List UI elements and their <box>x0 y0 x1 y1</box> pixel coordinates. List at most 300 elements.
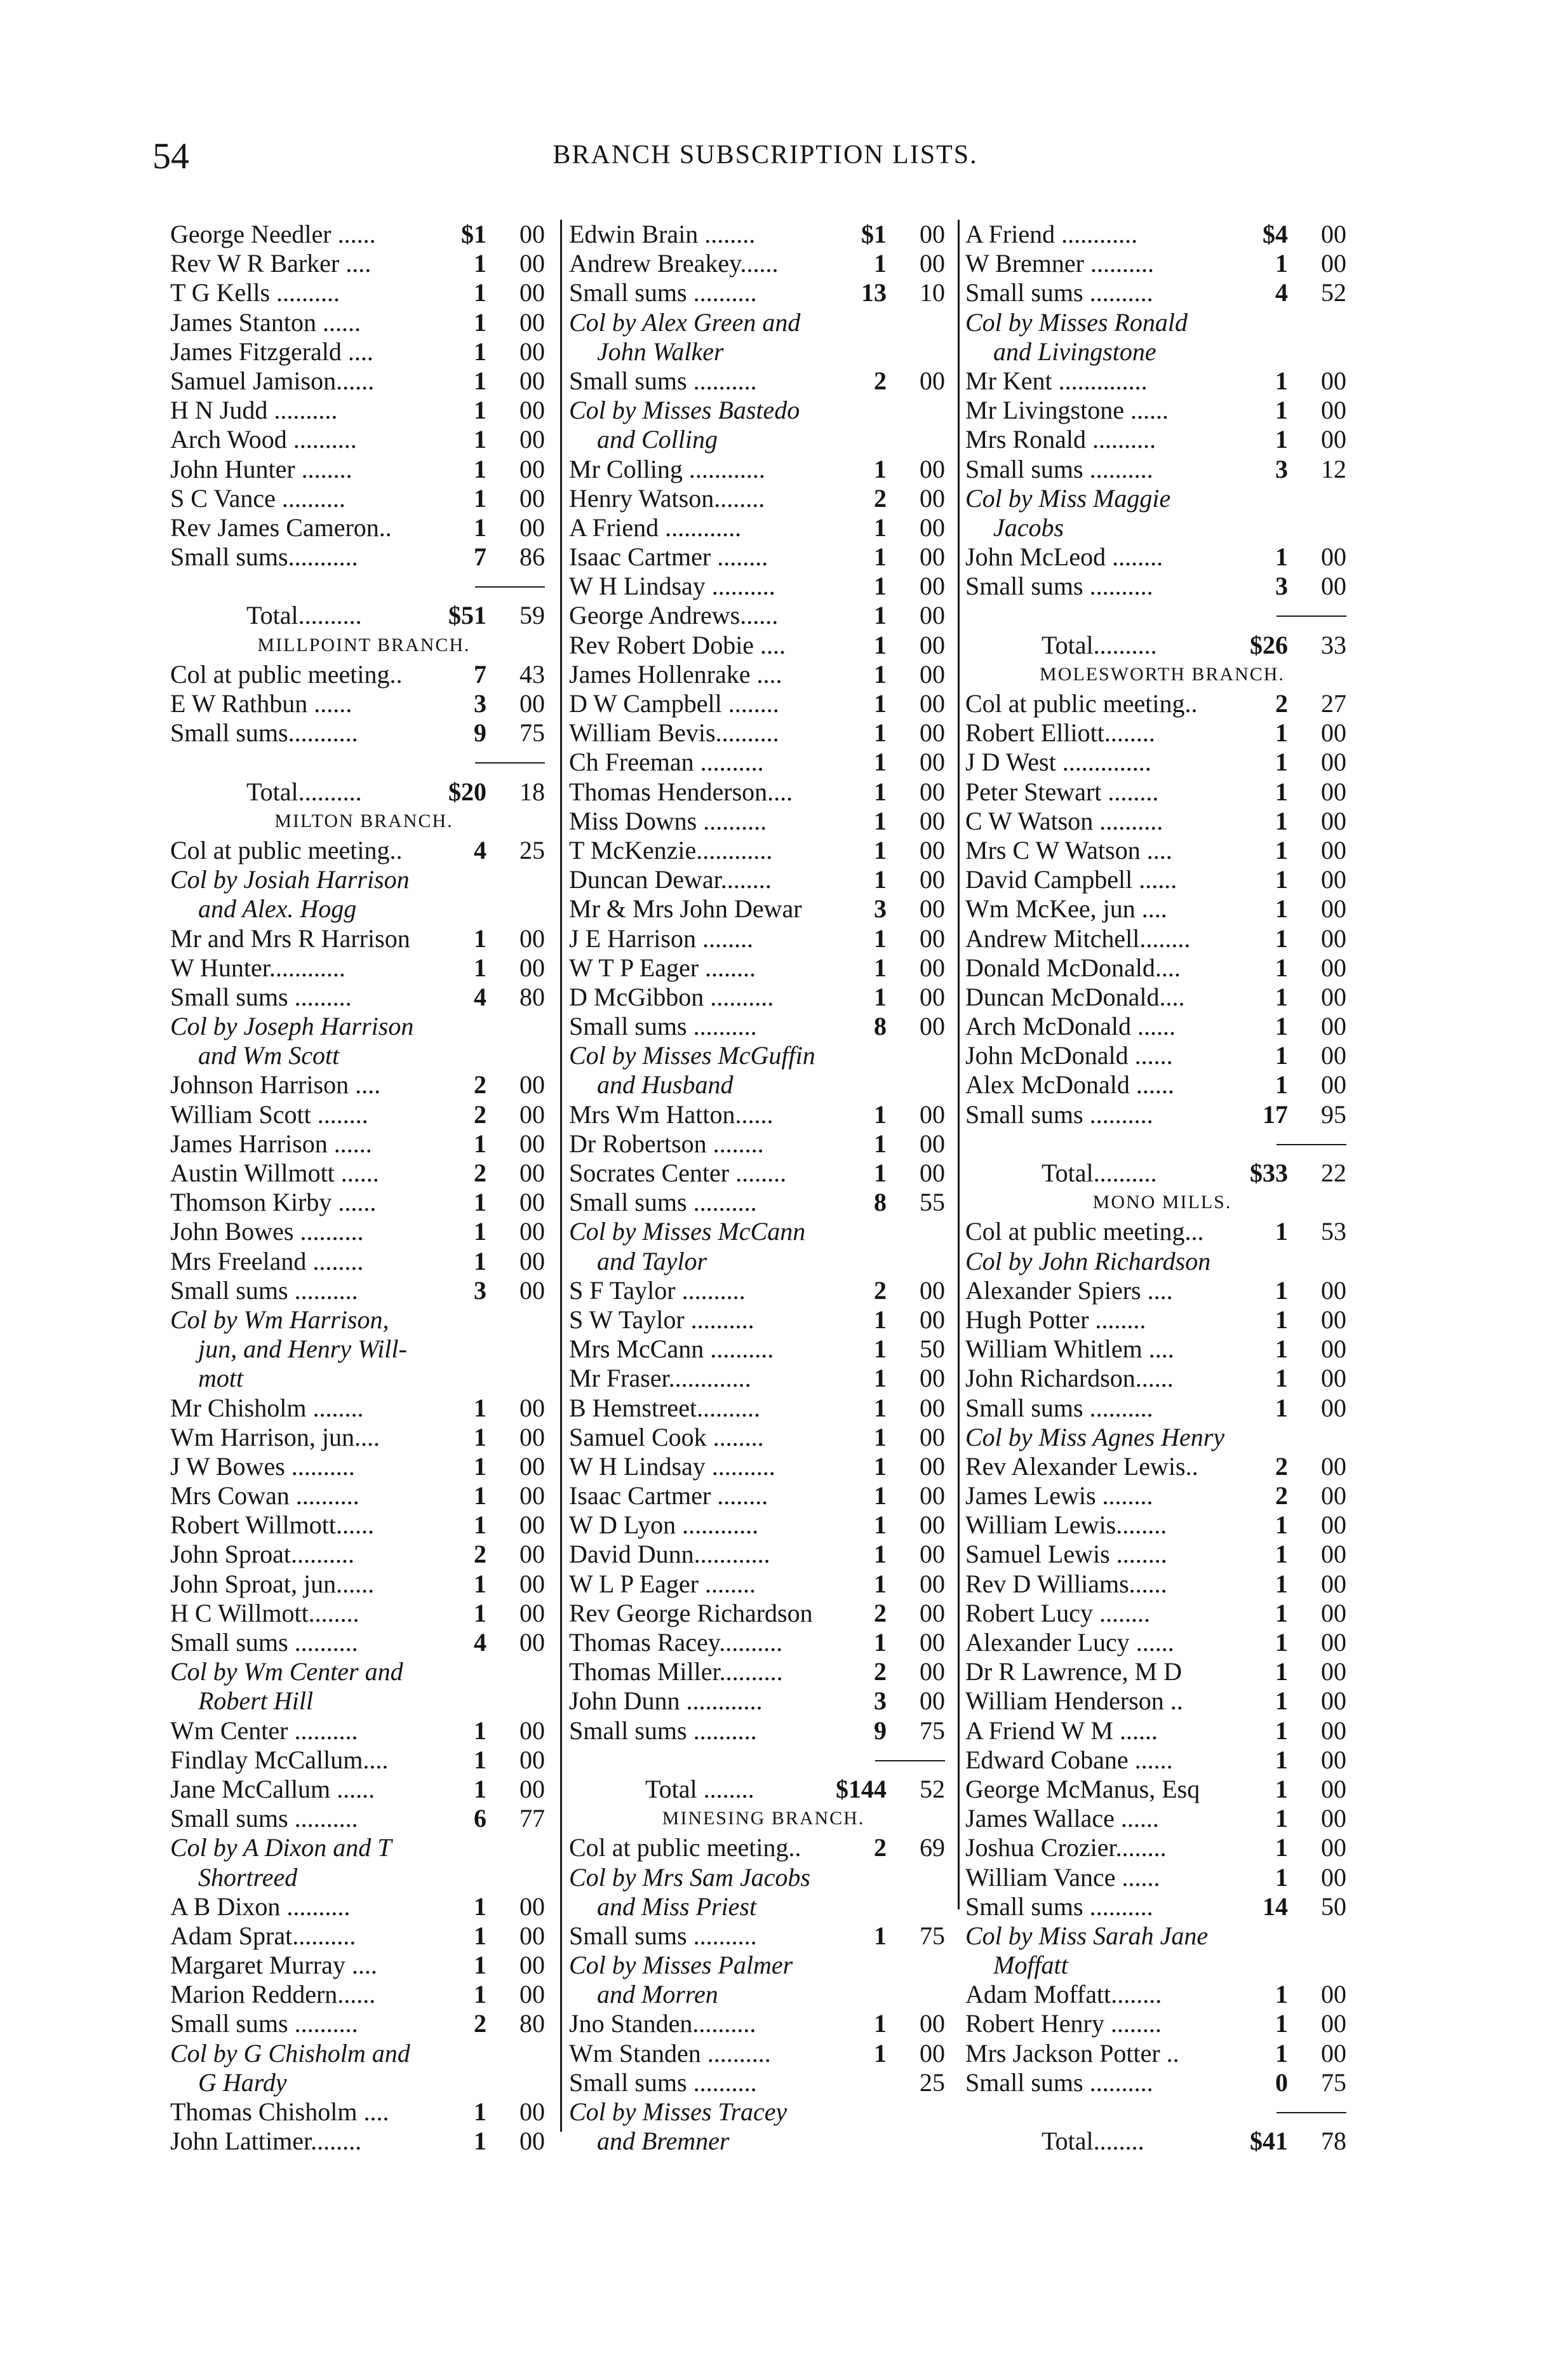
amount-cents: 10 <box>920 278 945 307</box>
collector-note <box>965 1247 1359 1276</box>
entry-name: Dr Robertson ........ <box>569 1129 764 1158</box>
amount-cents: 00 <box>519 924 545 953</box>
subscriber-row <box>965 2009 1359 2038</box>
entry-name: E W Rathbun ...... <box>170 689 352 718</box>
subscriber-row <box>965 542 1359 572</box>
subscriber-row <box>965 1570 1359 1599</box>
amount-cents: 00 <box>920 601 945 630</box>
entry-name: Col by Miss Maggie <box>965 483 1171 513</box>
entry-name: Col by Josiah Harrison <box>170 865 410 894</box>
entry-name: MONO MILLS. <box>1092 1192 1232 1213</box>
branch-heading <box>965 1188 1359 1217</box>
amount-dollars: 1 <box>1275 1833 1288 1862</box>
amount-dollars: 2 <box>474 1540 486 1569</box>
amount-dollars: 1 <box>474 1921 486 1950</box>
subscriber-row <box>569 1540 958 1569</box>
entry-name: Small sums .......... <box>569 1921 757 1950</box>
entry-name: Duncan Dewar........ <box>569 865 772 894</box>
amount-dollars: 1 <box>1275 1364 1288 1393</box>
entry-name: Col by Miss Agnes Henry <box>965 1422 1225 1451</box>
amount-dollars: 1 <box>874 659 887 689</box>
amount-cents: 00 <box>1321 1598 1346 1627</box>
entry-name: Small sums........... <box>170 718 358 748</box>
entry-name: Rev James Cameron.. <box>170 513 392 542</box>
entry-name: Col by Mrs Sam Jacobs <box>569 1862 810 1892</box>
amount-cents: 00 <box>519 1070 545 1100</box>
entry-name: and Wm Scott <box>198 1041 340 1070</box>
amount-cents: 00 <box>519 2127 545 2156</box>
amount-cents: 00 <box>920 1451 945 1481</box>
rule-line <box>1277 2112 1346 2113</box>
amount-cents: 00 <box>920 777 945 806</box>
total-row <box>170 777 558 807</box>
subscriber-row <box>170 1159 558 1188</box>
amount-cents: 00 <box>519 1745 545 1774</box>
amount-cents: 00 <box>1321 777 1346 806</box>
total-rule <box>170 748 558 777</box>
amount-cents: 00 <box>519 396 545 425</box>
entry-name: S W Taylor .......... <box>569 1305 754 1334</box>
collector-note <box>170 1863 558 1892</box>
subscriber-row <box>569 1129 958 1159</box>
amount-cents: 00 <box>920 865 945 894</box>
entry-name: Mrs Ronald .......... <box>965 425 1156 454</box>
subscriber-row <box>569 1100 958 1129</box>
amount-cents: 00 <box>519 1422 545 1451</box>
amount-dollars: 1 <box>1275 542 1288 572</box>
entry-name: Wm Center .......... <box>170 1716 358 1745</box>
amount-dollars: 2 <box>874 483 887 513</box>
branch-heading <box>965 660 1359 689</box>
amount-cents: 00 <box>519 1510 545 1540</box>
entry-name: Col by Wm Center and <box>170 1657 403 1686</box>
amount-cents: 00 <box>519 513 545 542</box>
entry-name: Wm Standen .......... <box>569 2038 771 2068</box>
entry-name: Total.......... <box>1042 1159 1157 1187</box>
amount-cents: 00 <box>519 1774 545 1803</box>
amount-cents: 00 <box>920 542 945 572</box>
subscriber-row <box>170 1217 558 1246</box>
entry-name: Small sums .......... <box>965 1892 1153 1921</box>
entry-name: Small sums .......... <box>569 1012 757 1041</box>
subscriber-row <box>170 689 558 718</box>
entry-name: Arch McDonald ...... <box>965 1012 1176 1041</box>
amount-dollars: 1 <box>474 1774 486 1803</box>
subscriber-row <box>965 1510 1359 1540</box>
amount-dollars: 1 <box>1275 1628 1288 1657</box>
subscriber-row <box>569 1570 958 1599</box>
entry-name: B Hemstreet.......... <box>569 1393 761 1422</box>
subscriber-row <box>170 513 558 542</box>
amount-dollars: 4 <box>1275 278 1288 307</box>
entry-name: Small sums .......... <box>170 1804 358 1833</box>
subscriber-row <box>569 983 958 1012</box>
entry-name: J W Bowes .......... <box>170 1451 355 1481</box>
subscriber-row <box>170 1070 558 1100</box>
amount-cents: 00 <box>920 1657 945 1686</box>
entry-name: William Scott ........ <box>170 1100 368 1129</box>
subscriber-row <box>569 894 958 924</box>
amount-dollars: 1 <box>874 1159 887 1187</box>
subscriber-row <box>965 894 1359 924</box>
entry-name: Col by Misses Tracey <box>569 2097 787 2126</box>
amount-cents: 75 <box>1321 2068 1346 2097</box>
subscriber-row <box>965 1804 1359 1833</box>
subscriber-row <box>170 220 558 249</box>
entry-name: and Husband <box>597 1070 734 1100</box>
entry-name: mott <box>198 1364 244 1393</box>
collector-note <box>569 1951 958 1980</box>
amount-dollars: 1 <box>874 249 887 278</box>
entry-name: Thomas Racey.......... <box>569 1628 783 1657</box>
collector-note <box>569 1217 958 1246</box>
amount-dollars: 3 <box>1275 454 1288 483</box>
subscriber-row <box>170 484 558 513</box>
entry-name: Shortreed <box>198 1862 298 1892</box>
subscriber-row <box>965 1775 1359 1804</box>
subscriber-row <box>569 1481 958 1510</box>
amount-dollars: 1 <box>874 601 887 630</box>
subscriber-row <box>965 718 1359 748</box>
amount-dollars: 1 <box>874 924 887 953</box>
amount-cents: 00 <box>1321 1510 1346 1540</box>
subscriber-row <box>569 1012 958 1041</box>
collector-note <box>569 308 958 337</box>
amount-dollars: 1 <box>1275 1510 1288 1540</box>
subscriber-row <box>569 777 958 807</box>
amount-dollars: 1 <box>874 953 887 982</box>
subscriber-row <box>569 807 958 836</box>
subscriber-row <box>965 1276 1359 1305</box>
entry-name: Small sums .......... <box>569 278 757 307</box>
entry-name: Duncan McDonald.... <box>965 982 1185 1011</box>
entry-name: Andrew Breakey...... <box>569 249 779 278</box>
amount-cents: 00 <box>1321 1628 1346 1657</box>
amount-cents: 00 <box>920 806 945 835</box>
amount-dollars: 1 <box>1275 1393 1288 1422</box>
entry-name: Adam Sprat.......... <box>170 1921 356 1950</box>
subscriber-row <box>170 1540 558 1569</box>
subscriber-row <box>965 1628 1359 1657</box>
amount-cents: 00 <box>519 1188 545 1217</box>
entry-name: and Bremner <box>597 2127 730 2156</box>
amount-dollars: 1 <box>474 1598 486 1627</box>
subscriber-row <box>569 2039 958 2068</box>
subscriber-row <box>965 1892 1359 1921</box>
amount-cents: 00 <box>920 1129 945 1158</box>
amount-cents: 00 <box>519 1481 545 1510</box>
entry-name: Mrs Cowan .......... <box>170 1481 359 1510</box>
collector-note <box>170 1041 558 1070</box>
amount-dollars: 2 <box>474 1159 486 1187</box>
entry-name: Alexander Lucy ...... <box>965 1628 1174 1657</box>
total-rule <box>965 601 1359 630</box>
entry-name: Peter Stewart ........ <box>965 777 1159 806</box>
entry-name: and Colling <box>597 425 718 454</box>
amount-cents: 00 <box>1321 249 1346 278</box>
amount-dollars: 1 <box>1275 1598 1288 1627</box>
amount-dollars: 1 <box>1275 1305 1288 1334</box>
amount-dollars: 1 <box>1275 924 1288 953</box>
amount-cents: 00 <box>920 366 945 395</box>
entry-name: Wm Harrison, jun.... <box>170 1422 380 1451</box>
collector-note <box>569 2097 958 2127</box>
entry-name: Socrates Center ........ <box>569 1159 787 1187</box>
subscriber-row <box>965 1452 1359 1481</box>
entry-name: G Hardy <box>198 2068 287 2097</box>
amount-dollars: 1 <box>874 689 887 718</box>
entry-name: Small sums........... <box>170 542 358 572</box>
amount-cents: 55 <box>920 1188 945 1217</box>
entry-name: William Lewis........ <box>965 1510 1167 1540</box>
amount-cents: 00 <box>920 1159 945 1187</box>
amount-dollars: 1 <box>874 1628 887 1657</box>
entry-name: Robert Lucy ........ <box>965 1598 1151 1627</box>
subscriber-row <box>170 924 558 953</box>
amount-cents: 00 <box>1321 1980 1346 2009</box>
amount-dollars: 1 <box>474 366 486 395</box>
amount-cents: 00 <box>1321 396 1346 425</box>
amount-cents: 00 <box>1321 1862 1346 1892</box>
subscriber-row <box>170 953 558 983</box>
subscriber-row <box>170 1775 558 1804</box>
amount-dollars: 2 <box>1275 689 1288 718</box>
subscriber-row <box>965 249 1359 278</box>
amount-dollars: $144 <box>836 1774 887 1803</box>
collector-note <box>569 1070 958 1100</box>
subscriber-row <box>569 249 958 278</box>
entry-name: W L P Eager ........ <box>569 1569 756 1598</box>
entry-name: John Lattimer........ <box>170 2127 362 2156</box>
entry-name: Col by Joseph Harrison <box>170 1012 414 1041</box>
subscriber-row <box>170 1423 558 1452</box>
subscriber-row <box>569 484 958 513</box>
rule-line <box>1277 616 1346 617</box>
amount-cents: 27 <box>1321 689 1346 718</box>
entry-name: Total.......... <box>246 777 362 806</box>
amount-cents: 00 <box>920 924 945 953</box>
amount-dollars: 1 <box>474 278 486 307</box>
amount-dollars: 1 <box>474 425 486 454</box>
entry-name: Hugh Potter ........ <box>965 1305 1146 1334</box>
entry-name: Small sums ......... <box>170 982 352 1011</box>
amount-dollars: 1 <box>874 542 887 572</box>
amount-dollars: 14 <box>1263 1892 1288 1921</box>
amount-dollars: 1 <box>474 396 486 425</box>
amount-dollars: 1 <box>1275 718 1288 748</box>
subscriber-row <box>965 807 1359 836</box>
entry-name: Col by Wm Harrison, <box>170 1305 389 1334</box>
subscriber-row <box>170 425 558 454</box>
amount-cents: 00 <box>920 572 945 601</box>
amount-cents: 00 <box>920 1510 945 1540</box>
total-rule <box>965 2097 1359 2127</box>
amount-cents: 12 <box>1321 454 1346 483</box>
entry-name: Col by Misses McCann <box>569 1217 806 1246</box>
amount-dollars: 1 <box>474 513 486 542</box>
subscriber-row <box>569 278 958 307</box>
amount-cents: 00 <box>1321 953 1346 982</box>
amount-cents: 00 <box>920 1628 945 1657</box>
amount-dollars: 17 <box>1263 1100 1288 1129</box>
amount-dollars: 1 <box>1275 366 1288 395</box>
amount-cents: 00 <box>1321 220 1346 248</box>
entry-name: Mr Chisholm ........ <box>170 1393 364 1422</box>
amount-cents: 00 <box>1321 865 1346 894</box>
amount-dollars: 1 <box>874 806 887 835</box>
amount-dollars: 2 <box>1275 1481 1288 1510</box>
subscriber-row <box>965 455 1359 484</box>
entry-name: Robert Henry ........ <box>965 2009 1162 2038</box>
amount-dollars: 1 <box>874 1305 887 1334</box>
collector-note <box>569 1247 958 1276</box>
subscriber-row <box>965 1070 1359 1100</box>
entry-name: Rev George Richardson <box>569 1598 813 1627</box>
entry-name: Col by Misses McGuffin <box>569 1041 815 1070</box>
subscriber-row <box>170 1980 558 2009</box>
amount-cents: 00 <box>1321 1569 1346 1598</box>
subscriber-row <box>569 1833 958 1862</box>
collector-note <box>569 1041 958 1070</box>
subscriber-row <box>170 2009 558 2038</box>
amount-dollars: 1 <box>874 513 887 542</box>
subscriber-row <box>965 1481 1359 1510</box>
entry-name: Col at public meeting.. <box>170 835 403 864</box>
amount-cents: 18 <box>519 777 545 806</box>
amount-cents: 00 <box>519 425 545 454</box>
subscription-column-1 <box>170 220 558 2156</box>
collector-note <box>965 513 1359 542</box>
subscriber-row <box>965 1599 1359 1628</box>
total-row <box>965 2127 1359 2156</box>
amount-cents: 00 <box>920 1305 945 1334</box>
amount-dollars: 1 <box>1275 2038 1288 2068</box>
amount-dollars: 1 <box>874 1481 887 1510</box>
subscriber-row <box>965 572 1359 601</box>
subscriber-row <box>965 1980 1359 2009</box>
amount-dollars: 1 <box>1275 806 1288 835</box>
entry-name: William Bevis.......... <box>569 718 779 748</box>
amount-dollars: 1 <box>1275 894 1288 924</box>
amount-cents: 75 <box>920 1716 945 1745</box>
total-row <box>170 601 558 630</box>
amount-cents: 00 <box>1321 2038 1346 2068</box>
amount-cents: 00 <box>1321 806 1346 835</box>
subscriber-row <box>170 542 558 572</box>
amount-dollars: 1 <box>1275 1804 1288 1833</box>
entry-name: Small sums .......... <box>965 1393 1153 1422</box>
entry-name: MILTON BRANCH. <box>274 810 453 831</box>
entry-name: Mrs McCann .......... <box>569 1335 774 1364</box>
entry-name: Small sums .......... <box>965 454 1153 483</box>
amount-cents: 00 <box>519 1393 545 1422</box>
amount-cents: 69 <box>920 1833 945 1862</box>
rule-line <box>475 762 545 764</box>
subscriber-row <box>170 337 558 367</box>
amount-dollars: 4 <box>474 1628 486 1657</box>
entry-name: W T P Eager ........ <box>569 953 756 982</box>
amount-cents: 33 <box>1321 630 1346 659</box>
subscriber-row <box>170 278 558 307</box>
subscriber-row <box>170 1951 558 1980</box>
amount-dollars: 1 <box>874 1422 887 1451</box>
subscriber-row <box>965 1041 1359 1070</box>
collector-note <box>569 337 958 367</box>
collector-note <box>965 308 1359 337</box>
subscriber-row <box>569 836 958 865</box>
collector-note <box>170 1833 558 1862</box>
amount-dollars: 1 <box>474 1892 486 1921</box>
subscriber-row <box>170 1804 558 1833</box>
subscriber-row <box>569 2068 958 2097</box>
amount-cents: 00 <box>1321 894 1346 924</box>
subscriber-row <box>569 865 958 894</box>
entry-name: H N Judd .......... <box>170 396 338 425</box>
subscriber-row <box>569 1921 958 1951</box>
amount-cents: 00 <box>519 689 545 718</box>
entry-name: Col by Misses Ronald <box>965 307 1188 337</box>
amount-dollars: 1 <box>474 483 486 513</box>
subscriber-row <box>965 983 1359 1012</box>
entry-name: John McDonald ...... <box>965 1041 1173 1070</box>
amount-dollars: 3 <box>874 1686 887 1716</box>
amount-dollars: 4 <box>474 982 486 1011</box>
amount-cents: 00 <box>1321 1481 1346 1510</box>
subscriber-row <box>170 1599 558 1628</box>
amount-cents: 00 <box>1321 1540 1346 1569</box>
entry-name: Mr Livingstone ...... <box>965 396 1169 425</box>
amount-cents: 00 <box>1321 982 1346 1011</box>
amount-dollars: 1 <box>1275 2009 1288 2038</box>
entry-name: Miss Downs .......... <box>569 806 767 835</box>
amount-dollars: 1 <box>874 748 887 777</box>
amount-cents: 75 <box>920 1921 945 1950</box>
amount-dollars: 1 <box>474 2097 486 2126</box>
subscriber-row <box>170 983 558 1012</box>
subscriber-row <box>569 1335 958 1364</box>
entry-name: James Wallace ...... <box>965 1804 1159 1833</box>
collector-note <box>569 425 958 454</box>
subscriber-row <box>569 1599 958 1628</box>
amount-cents: 43 <box>519 659 545 689</box>
entry-name: Edwin Brain ........ <box>569 220 756 248</box>
subscriber-row <box>170 836 558 865</box>
amount-cents: 00 <box>1321 748 1346 777</box>
subscriber-row <box>170 1276 558 1305</box>
amount-dollars: 2 <box>474 1100 486 1129</box>
entry-name: W H Lindsay .......... <box>569 1451 775 1481</box>
subscriber-row <box>965 1100 1359 1129</box>
amount-dollars: 3 <box>474 1275 486 1305</box>
amount-dollars: 2 <box>874 1833 887 1862</box>
entry-name: John Richardson...... <box>965 1364 1174 1393</box>
amount-dollars: 1 <box>1275 1540 1288 1569</box>
entry-name: MINESING BRANCH. <box>662 1808 865 1829</box>
entry-name: David Campbell ...... <box>965 865 1177 894</box>
subscriber-row <box>965 1833 1359 1862</box>
amount-cents: 00 <box>519 220 545 248</box>
amount-cents: 00 <box>519 1451 545 1481</box>
collector-note <box>965 1423 1359 1452</box>
subscriber-row <box>569 220 958 249</box>
amount-dollars: 1 <box>874 1921 887 1950</box>
entry-name: W Bremner .......... <box>965 249 1154 278</box>
amount-dollars: 1 <box>874 572 887 601</box>
entry-name: Col by Misses Bastedo <box>569 396 800 425</box>
amount-dollars: 2 <box>474 2009 486 2038</box>
entry-name: Moffatt <box>993 1951 1068 1980</box>
subscriber-row <box>170 1510 558 1540</box>
